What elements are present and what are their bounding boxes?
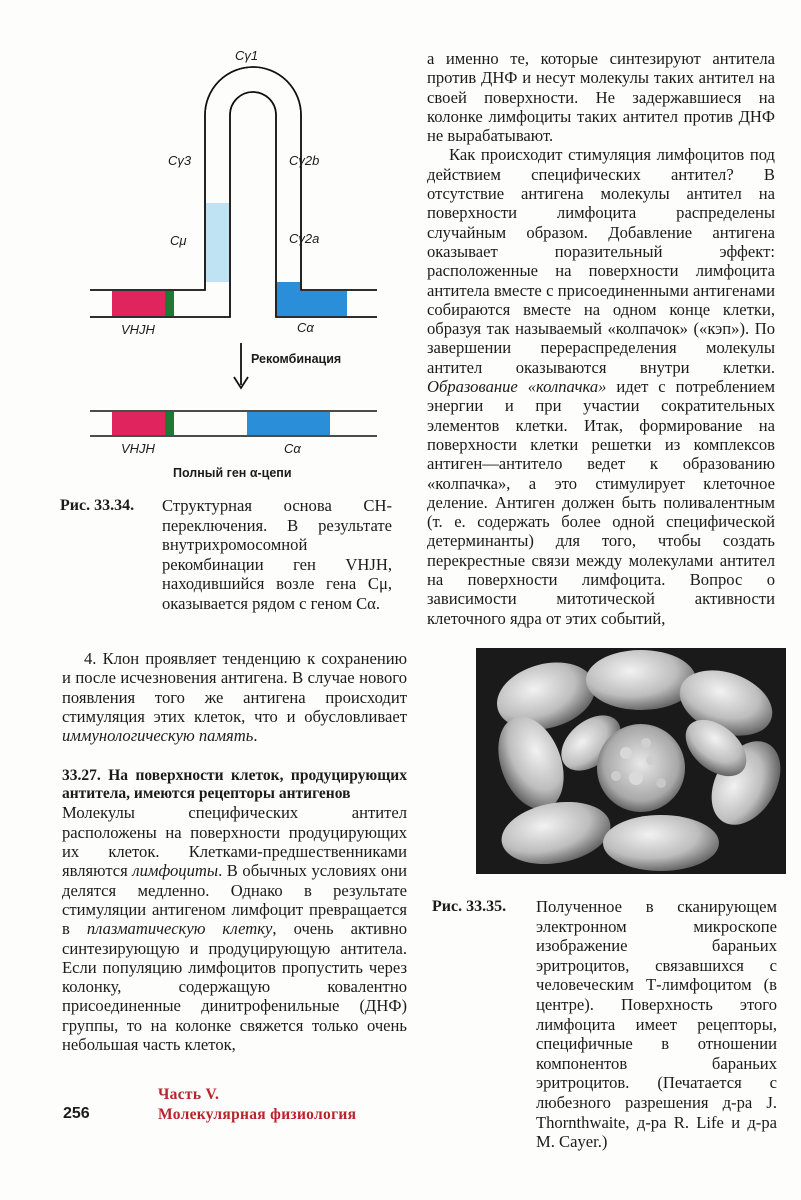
- recombination-diagram: [85, 45, 385, 490]
- vhjh-segment-top: [112, 291, 165, 316]
- part-title: Молекулярная физиология: [158, 1106, 357, 1123]
- label-c-gamma3: Cγ3: [168, 153, 192, 168]
- label-recombination: Рекомбинация: [251, 352, 342, 366]
- micrograph-image: [476, 648, 786, 874]
- figure-2-caption-text: Полученное в сканирующем электронном микроскопе изображение бараньих эритроцитов, связавшихся с человеческим Т-лимфоцитом (в центре). Поверхность этого лимфоцита имеет рецепторы, специфичные в отношении компонентов бараньих эритроцитов. (Печатается с любезного разрешения д-ра J. Thornthwaite, д-ра R. Life и д-ра M. Cayer.): [536, 897, 777, 1152]
- label-vhjh-top: VHJH: [121, 322, 155, 337]
- label-c-gamma2b: Cγ2b: [289, 153, 320, 168]
- right-column-text: [427, 49, 775, 628]
- j-segment-bottom: [165, 412, 174, 435]
- label-c-mu: Cμ: [170, 233, 187, 248]
- right-para-1: а именно те, которые синтезируют антитела против ДНФ и несут молекулы таких антител на своей поверхности. Не задержавшиеся на колонке лимфоциты таких антител против ДНФ не вырабатывают.: [427, 49, 775, 146]
- gene-loop: [90, 67, 377, 290]
- label-c-alpha-bottom: Cα: [284, 441, 301, 456]
- c-alpha-segment-bottom: [247, 412, 330, 435]
- lymphocyte: [597, 724, 685, 812]
- j-segment-top: [165, 291, 174, 316]
- label-c-alpha-top: Cα: [297, 320, 314, 335]
- gene-loop-inner: [90, 92, 377, 317]
- label-c-gamma2a: Cγ2a: [289, 231, 320, 246]
- page-number: 256: [63, 1105, 90, 1122]
- part-label: Часть V.: [158, 1086, 220, 1103]
- vhjh-segment-bottom: [112, 412, 165, 435]
- c-alpha-segment-top: [277, 282, 347, 316]
- diagram-graphic: [85, 45, 385, 490]
- figure-1-caption-label: Рис. 33.34.: [60, 497, 135, 514]
- section-heading: 33.27. На поверхности клеток, продуцирующих антитела, имеются рецепторы антигенов: [62, 767, 407, 803]
- section-body: Молекулы специфических антител расположены на поверхности продуцирующих их клеток. Клетками-предшественниками являются лимфоциты. В обычных условиях они делятся медленно. Однако в результате стимуляции антигеном лимфоцит превращается в плазматическую клетку, очень активно синтезирующую и продуцирующую антитела. Если популяцию лимфоцитов пропустить через колонку, содержащую ковалентно присоединенные динитрофенильные (ДНФ) группы, то на колонке свяжется только очень небольшая часть клеток,: [62, 803, 408, 1055]
- list-item-4: 4. Клон проявляет тенденцию к сохранению и после исчезновения антигена. В случае нового появления того же антигена происходит стимуляция этих клеток, что и обусловливает иммунологическую память.: [62, 649, 407, 746]
- label-full-gene: Полный ген α-цепи: [173, 466, 292, 480]
- figure-2-caption-label: Рис. 33.35.: [432, 898, 507, 915]
- electron-micrograph: [476, 648, 786, 874]
- label-c-gamma1: Cγ1: [235, 48, 259, 63]
- label-vhjh-bottom: VHJH: [121, 441, 155, 456]
- right-para-2: Как происходит стимуляция лимфоцитов под действием специфических антител? В отсутствие антигена молекулы антител на поверхности лимфоцита распределены случайным образом. Добавление антигена оказывает поразительный эффект: расположенные на поверхности лимфоцита антитела вместе с присоединенными антигенами собираются вместе на одном конце клетки, образуя так называемый «колпачок» («кэп»). По завершении перераспределения молекулы антител оказываются внутри клетки. Образование «колпачка» идет с потреблением энергии и при участии сократительных элементов клетки. Итак, формирование на поверхности клетки решетки из комплексов антиген—антитело ведет к образованию «колпачка», а это стимулирует клеточное деление. Антиген должен быть поливалентным (т. е. содержать более одной специфической детерминанты) для того, чтобы создать перекрестные связи между молекулами антител на поверхности лимфоцита. Вопрос о зависимости митотической активности клеточного ядра от этих событий,: [427, 145, 775, 628]
- running-footer: [158, 1085, 356, 1125]
- figure-1-caption-text: Структурная основа CH-переключения. В результате внутрихромосомной рекомбинации ген VHJH, находившийся возле гена Cμ, оказывается рядом с геном Cα.: [162, 496, 392, 613]
- left-column-text: [62, 649, 407, 1054]
- c-mu-segment: [206, 203, 229, 282]
